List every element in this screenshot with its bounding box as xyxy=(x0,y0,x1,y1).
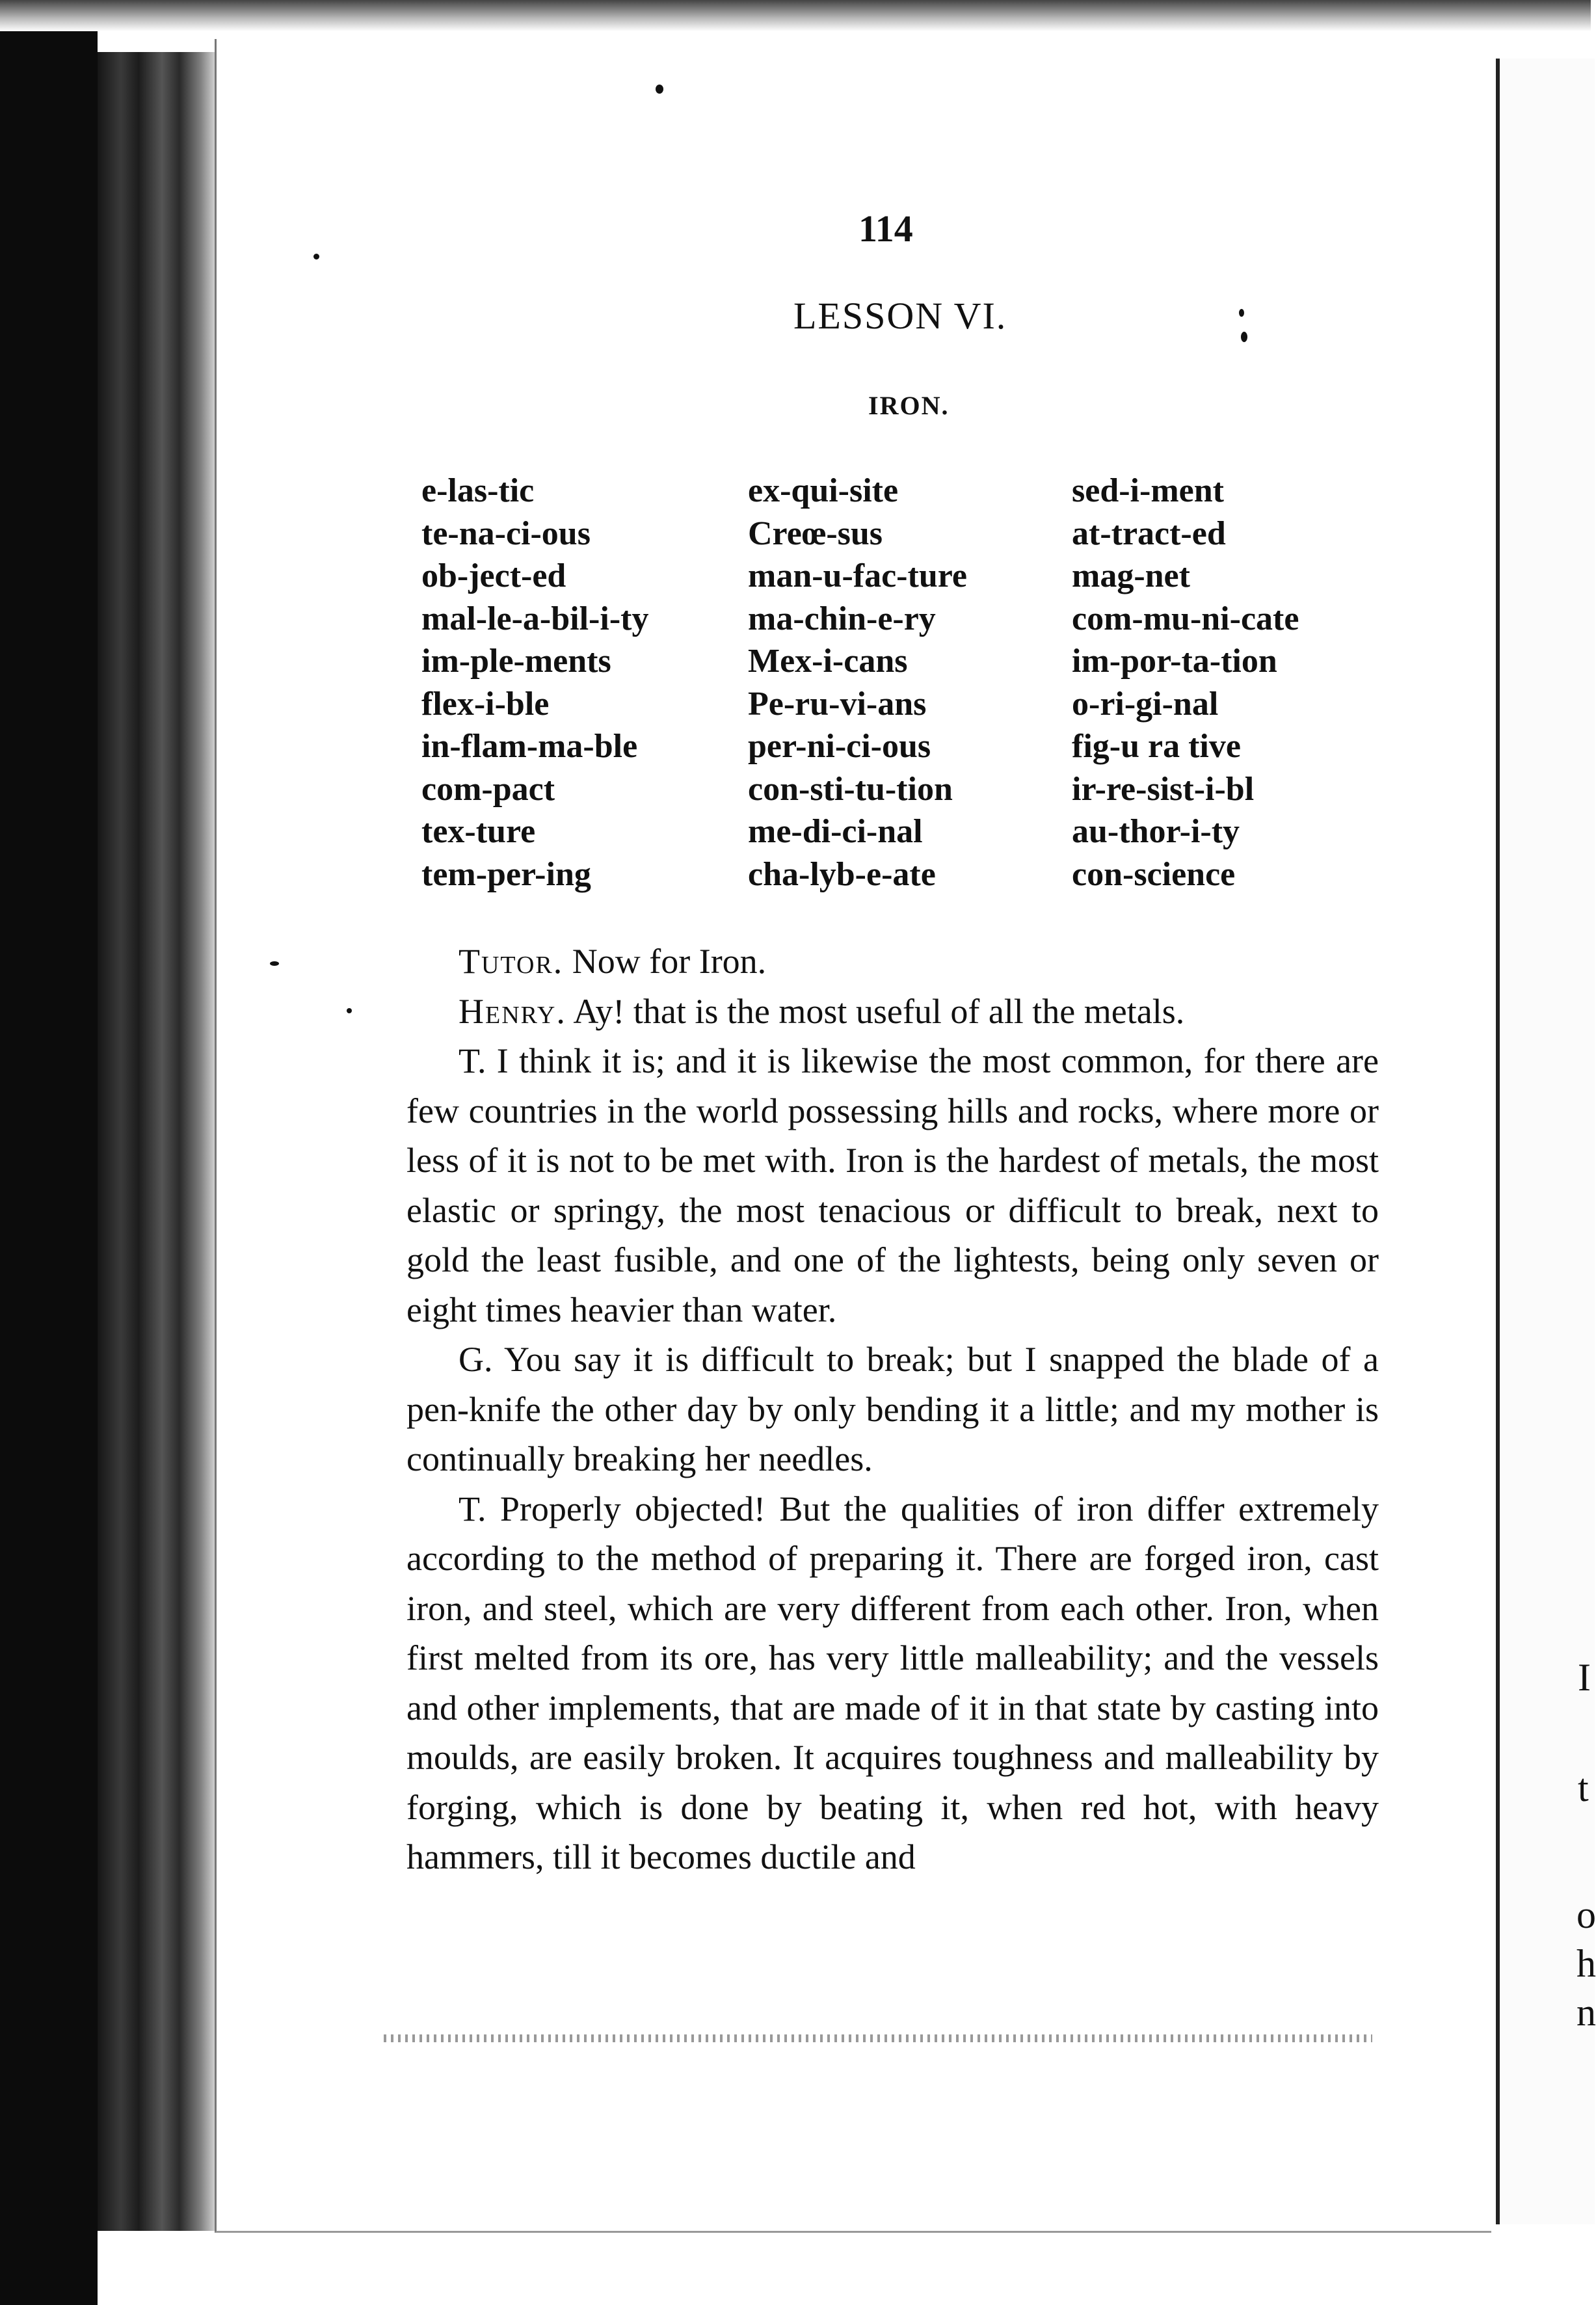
ink-speck xyxy=(656,85,663,94)
dialogue-body xyxy=(406,937,1379,1882)
adjacent-page-fragment: h xyxy=(1576,1942,1596,1985)
ink-speck xyxy=(1239,309,1244,317)
vocabulary-word: tex-ture xyxy=(421,813,536,850)
bleed-through-smudge xyxy=(384,2034,1372,2042)
vocabulary-column xyxy=(748,470,967,896)
speaker-name: Tutor. xyxy=(459,942,564,981)
vocabulary-word: mal-le-a-bil-i-ty xyxy=(421,600,649,637)
vocabulary-word: o-ri-gi-nal xyxy=(1072,685,1219,723)
vocabulary-column xyxy=(421,470,648,896)
adjacent-page-fragment: o xyxy=(1576,1893,1596,1936)
vocabulary-word: au-thor-i-ty xyxy=(1072,813,1240,850)
vocabulary-word: ma-chin-e-ry xyxy=(748,600,936,637)
vocabulary-word: te-na-ci-ous xyxy=(421,514,591,552)
vocabulary-word: in-flam-ma-ble xyxy=(421,728,638,765)
speaker-name: G. xyxy=(459,1340,493,1379)
vocabulary-word: sed-i-ment xyxy=(1072,472,1224,509)
dialogue-paragraph xyxy=(406,937,1379,987)
vocabulary-word: con-sti-tu-tion xyxy=(748,770,953,808)
dialogue-text: Ay! that is the most useful of all the metals. xyxy=(573,991,1185,1031)
vocabulary-word: flex-i-ble xyxy=(421,685,550,723)
dialogue-text: I think it is; and it is likewise the most common, for there are few countries in the world possessing hills and rocks, where more or less of it is not to be met with. Iron is the hardest of metals, the most elastic or springy, the most tenacious or difficult to break, next to gold the least fusible, and one of the lightests, being only seven or eight times heavier than water. xyxy=(406,1041,1379,1329)
scan-top-edge xyxy=(0,0,1591,31)
dialogue-paragraph xyxy=(406,1484,1379,1882)
dialogue-text: You say it is difficult to break; but I snapped the blade of a pen-knife the other day by only bending it a little; and my mother is continually breaking her needles. xyxy=(406,1340,1379,1478)
book-gutter xyxy=(98,52,215,2231)
vocabulary-word: tem-per-ing xyxy=(421,855,591,893)
ink-speck xyxy=(313,254,319,260)
vocabulary-word: Creœ-sus xyxy=(748,514,883,552)
vocabulary-word: im-ple-ments xyxy=(421,643,611,680)
vocabulary-word: ex-qui-site xyxy=(748,472,899,509)
adjacent-page-fragment: n xyxy=(1576,1991,1596,2034)
page-number: 114 xyxy=(858,207,913,250)
vocabulary-word: fig-u ra tive xyxy=(1072,728,1241,765)
vocabulary-word: ir-re-sist-i-bl xyxy=(1072,770,1255,808)
dialogue-text: Now for Iron. xyxy=(572,942,767,981)
speaker-name: T. xyxy=(459,1489,486,1528)
section-title: IRON. xyxy=(868,391,950,420)
vocabulary-word: at-tract-ed xyxy=(1072,514,1226,552)
dialogue-paragraph xyxy=(406,987,1379,1037)
adjacent-page-edge xyxy=(1496,59,1595,2224)
dialogue-text: Properly objected! But the qualities of iron differ extremely according to the method of preparing it. There are forged iron, cast iron, and steel, which are very different from each other. Iron, when first melted from its ore, has very little malleability; and the vessels and other implements, that are made of it in that state by casting into moulds, are easily broken. It acquires toughness and malleability by forging, which is done by beating it, when red hot, with heavy hammers, till it becomes ductile and xyxy=(406,1489,1379,1876)
vocabulary-word: per-ni-ci-ous xyxy=(748,728,931,765)
adjacent-page-fragment: I xyxy=(1578,1656,1591,1699)
adjacent-page-fragment: t xyxy=(1578,1766,1589,1809)
ink-speck xyxy=(347,1008,352,1013)
dialogue-paragraph xyxy=(406,1335,1379,1484)
vocabulary-column xyxy=(1072,470,1299,896)
vocabulary-word: im-por-ta-tion xyxy=(1072,643,1277,680)
ink-speck xyxy=(1241,332,1247,342)
dialogue-paragraph xyxy=(406,1036,1379,1335)
lesson-title: LESSON VI. xyxy=(793,295,1007,337)
vocabulary-word: com-pact xyxy=(421,770,555,808)
vocabulary-word: mag-net xyxy=(1072,557,1190,594)
speaker-name: Henry. xyxy=(459,991,566,1031)
vocabulary-word: com-mu-ni-cate xyxy=(1072,600,1299,637)
vocabulary-word: con-science xyxy=(1072,855,1236,893)
vocabulary-word: ob-ject-ed xyxy=(421,557,566,594)
vocabulary-word: man-u-fac-ture xyxy=(748,557,967,594)
vocabulary-word: me-di-ci-nal xyxy=(748,813,923,850)
vocabulary-word: cha-lyb-e-ate xyxy=(748,855,936,893)
book-binding-shadow xyxy=(0,0,98,2305)
vocabulary-word: Mex-i-cans xyxy=(748,643,908,680)
vocabulary-word: e-las-tic xyxy=(421,472,535,509)
speaker-name: T. xyxy=(459,1041,486,1080)
ink-speck xyxy=(270,961,279,966)
vocabulary-word: Pe-ru-vi-ans xyxy=(748,685,927,723)
